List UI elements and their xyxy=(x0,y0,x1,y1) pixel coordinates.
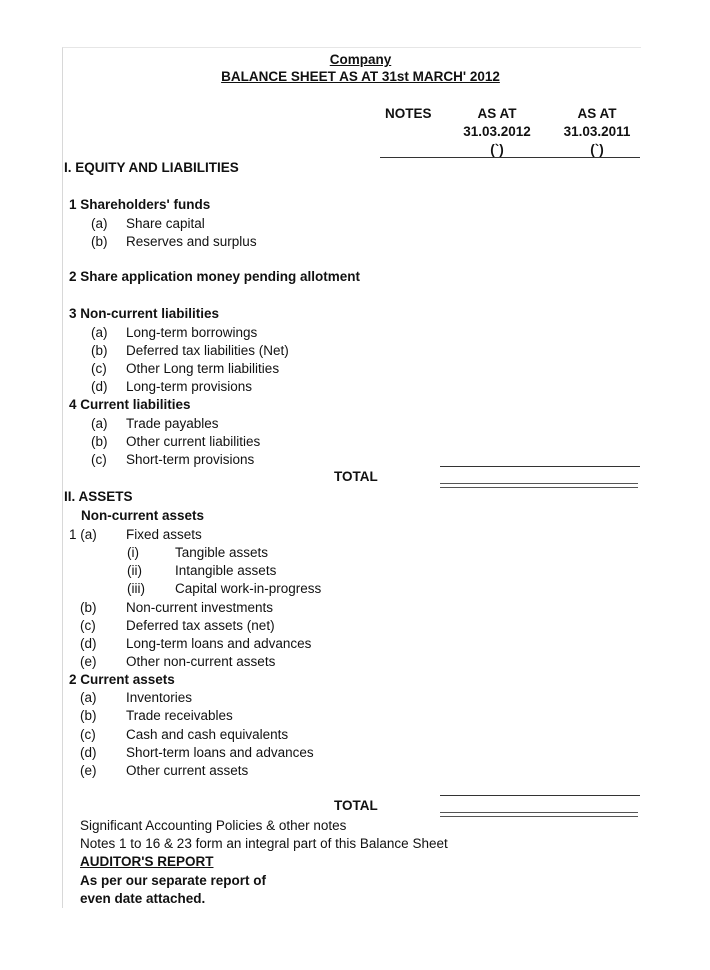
line-item-label: 1 (a) xyxy=(69,527,97,542)
auditor-report-line: As per our separate report of xyxy=(80,873,267,888)
non-current-assets-title: Non-current assets xyxy=(81,508,205,523)
col-2012-date: 31.03.2012 xyxy=(463,124,531,139)
current-liabilities-title: 4 Current liabilities xyxy=(69,397,191,412)
sheet-title: BALANCE SHEET AS AT 31st MARCH' 2012 xyxy=(221,69,500,84)
share-application-money-title: 2 Share application money pending allotment xyxy=(69,269,361,284)
line-item-label: (a) xyxy=(80,690,97,705)
col-2011-label: AS AT xyxy=(577,106,617,121)
liabilities-total-label: TOTAL xyxy=(334,469,378,484)
line-item-label: (b) xyxy=(80,600,97,615)
line-item-text: Cash and cash equivalents xyxy=(126,727,289,742)
sub-item-label: (iii) xyxy=(127,581,145,596)
line-item-text: Trade receivables xyxy=(126,708,233,723)
line-item-text: Other Long term liabilities xyxy=(126,361,280,376)
sub-item-text: Tangible assets xyxy=(175,545,269,560)
line-item-label: (b) xyxy=(91,434,108,449)
sub-item-label: (i) xyxy=(127,545,139,560)
assets-total-label: TOTAL xyxy=(334,798,378,813)
line-item-label: (c) xyxy=(80,618,96,633)
line-item-text: Deferred tax assets (net) xyxy=(126,618,275,633)
line-item-text: Other non-current assets xyxy=(126,654,276,669)
line-item-text: Long-term borrowings xyxy=(126,325,258,340)
line-item-label: (b) xyxy=(91,343,108,358)
sub-item-label: (ii) xyxy=(127,563,142,578)
col-2012-currency: (`) xyxy=(490,142,504,157)
col-2011-date: 31.03.2011 xyxy=(563,124,631,139)
total-double-rule xyxy=(440,483,638,488)
line-item-text: Long-term loans and advances xyxy=(126,636,312,651)
line-item-label: (b) xyxy=(91,234,108,249)
line-item-label: (c) xyxy=(80,727,96,742)
line-item-label: (d) xyxy=(91,379,108,394)
line-item-text: Reserves and surplus xyxy=(126,234,257,249)
company-name: Company xyxy=(329,52,392,67)
total-double-rule xyxy=(440,812,638,817)
line-item-label: (e) xyxy=(80,763,97,778)
line-item-label: (a) xyxy=(91,325,108,340)
auditor-report-title: AUDITOR'S REPORT xyxy=(80,854,214,869)
line-item-label: (d) xyxy=(80,636,97,651)
sub-item-text: Capital work-in-progress xyxy=(175,581,322,596)
equity-liabilities-heading: I. EQUITY AND LIABILITIES xyxy=(64,160,239,175)
col-2012-label: AS AT xyxy=(477,106,517,121)
line-item-label: (d) xyxy=(80,745,97,760)
current-assets-title: 2 Current assets xyxy=(69,672,175,687)
line-item-text: Other current assets xyxy=(126,763,249,778)
line-item-text: Long-term provisions xyxy=(126,379,253,394)
line-item-text: Non-current investments xyxy=(126,600,274,615)
auditor-report-line: even date attached. xyxy=(80,891,206,906)
line-item-text: Other current liabilities xyxy=(126,434,261,449)
line-item-label: (a) xyxy=(91,416,108,431)
sub-item-text: Intangible assets xyxy=(175,563,277,578)
notes-column-header: NOTES xyxy=(385,106,432,121)
subtotal-rule xyxy=(440,795,640,796)
line-item-text: Short-term provisions xyxy=(126,452,255,467)
col-2011-currency: (`) xyxy=(590,142,604,157)
line-item-text: Inventories xyxy=(126,690,193,705)
line-item-label: (c) xyxy=(91,361,107,376)
non-current-liabilities-title: 3 Non-current liabilities xyxy=(69,306,220,321)
line-item-text: Short-term loans and advances xyxy=(126,745,314,760)
line-item-label: (a) xyxy=(91,216,108,231)
line-item-text: Trade payables xyxy=(126,416,219,431)
line-item-label: (e) xyxy=(80,654,97,669)
fixed-assets-label: Fixed assets xyxy=(126,527,202,542)
line-item-label: (c) xyxy=(91,452,107,467)
accounting-policies-note: Significant Accounting Policies & other notes xyxy=(80,818,347,833)
integral-part-note: Notes 1 to 16 & 23 form an integral part of this Balance Sheet xyxy=(80,836,448,851)
shareholders-funds-title: 1 Shareholders' funds xyxy=(69,197,211,212)
header-rule xyxy=(380,157,640,158)
assets-heading: II. ASSETS xyxy=(64,489,133,504)
line-item-text: Deferred tax liabilities (Net) xyxy=(126,343,289,358)
line-item-label: (b) xyxy=(80,708,97,723)
line-item-text: Share capital xyxy=(126,216,205,231)
subtotal-rule xyxy=(440,466,640,467)
